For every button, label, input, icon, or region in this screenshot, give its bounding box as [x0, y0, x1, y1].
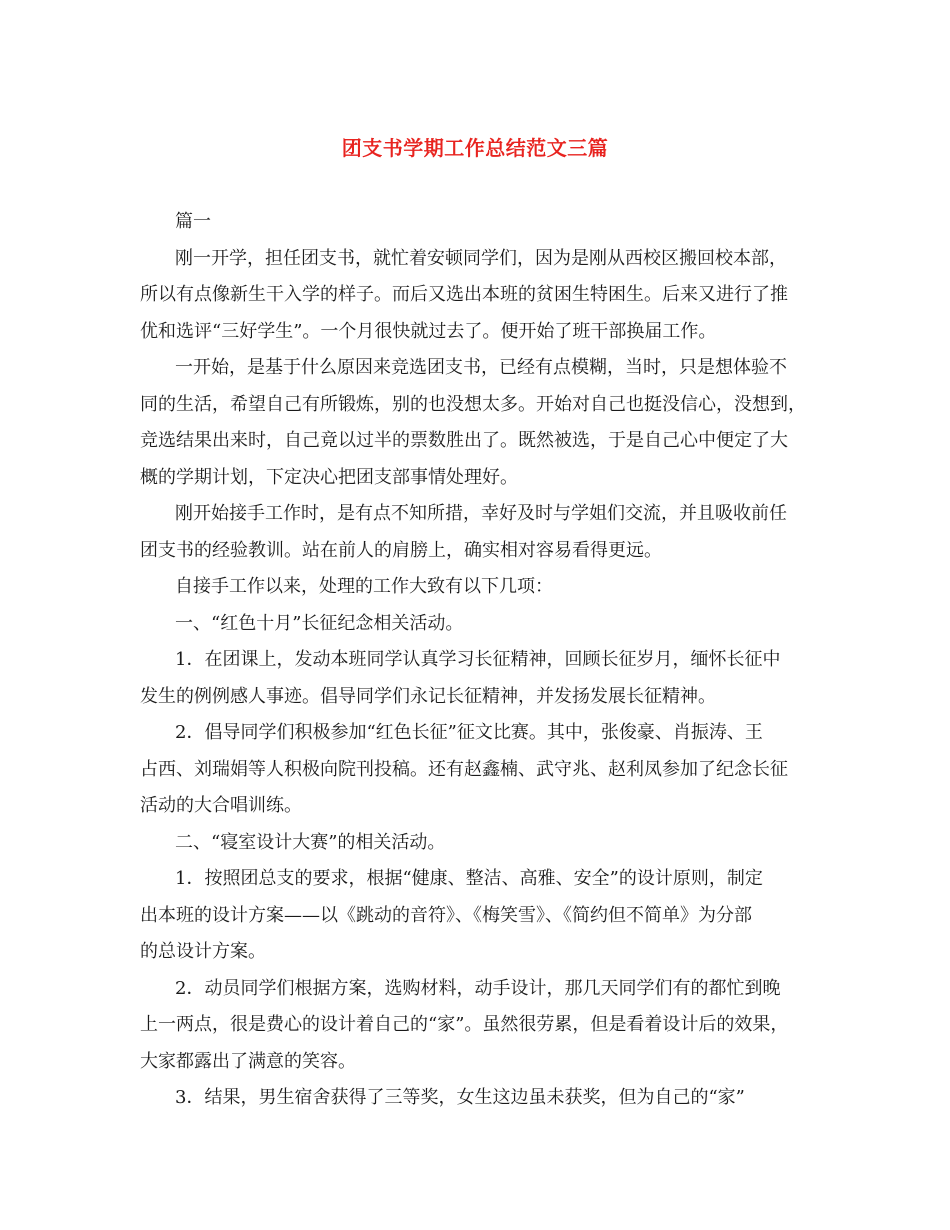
- paragraph-line: 自接手工作以来，处理的工作大致有以下几项：: [175, 576, 553, 597]
- paragraph-line: 上一两点，很是费心的设计着自己的“家”。虽然很劳累，但是看着设计后的效果，: [140, 1014, 789, 1035]
- paragraph-line: 竞选结果出来时，自己竟以过半的票数胜出了。既然被选，于是自己心中便定了大: [140, 430, 788, 451]
- paragraph-line: 优和选评“三好学生”。一个月很快就过去了。便开始了班干部换届工作。: [140, 320, 717, 342]
- paragraph-line: 出本班的设计方案——以《跳动的音符》、《梅笑雪》、《简约但不简单》为分部: [140, 904, 752, 926]
- paragraph-line: 3．结果，男生宿舍获得了三等奖，女生这边虽未获奖，但为自己的“家”: [175, 1087, 745, 1108]
- paragraph-line: 大家都露出了满意的笑容。: [140, 1050, 356, 1072]
- paragraph-line: 2．倡导同学们积极参加“红色长征”征文比赛。其中，张俊豪、肖振涛、王: [175, 722, 763, 743]
- paragraph-line: 发生的例例感人事迹。倡导同学们永记长征精神，并发扬发展长征精神。: [140, 685, 716, 707]
- paragraph-line: 一开始，是基于什么原因来竞选团支书，已经有点模糊，当时，只是想体验不: [175, 357, 787, 378]
- paragraph-line: 1．在团课上，发动本班同学认真学习长征精神，回顾长征岁月，缅怀长征中: [175, 649, 781, 670]
- paragraph-line: 刚开始接手工作时，是有点不知所措，幸好及时与学姐们交流，并且吸收前任: [175, 503, 787, 524]
- paragraph-line: 1．按照团总支的要求，根据“健康、整洁、高雅、安全”的设计原则，制定: [175, 868, 763, 889]
- paragraph-line: 一、“红色十月”长征纪念相关活动。: [175, 612, 464, 634]
- document-body: [140, 204, 820, 1117]
- paragraph-line: 同的生活，希望自己有所锻炼，别的也没想太多。开始对自己也挺没信心，没想到，: [140, 393, 806, 415]
- paragraph-line: 概的学期计划，下定决心把团支部事情处理好。: [140, 466, 518, 488]
- paragraph-line: 所以有点像新生干入学的样子。而后又选出本班的贫困生特困生。后来又进行了推: [140, 284, 788, 305]
- document-title: 团支书学期工作总结范文三篇: [341, 136, 609, 160]
- paragraph-line: 篇一: [175, 211, 211, 232]
- paragraph-line: 团支书的经验教训。站在前人的肩膀上，确实相对容易看得更远。: [140, 539, 662, 561]
- paragraph-line: 刚一开学，担任团支书，就忙着安顿同学们，因为是刚从西校区搬回校本部，: [175, 247, 787, 269]
- paragraph-line: 占西、刘瑞娟等人积极向院刊投稿。还有赵鑫楠、武守兆、赵利凤参加了纪念长征: [140, 758, 788, 780]
- paragraph-line: 的总设计方案。: [140, 941, 266, 962]
- paragraph-line: 二、“寝室设计大赛”的相关活动。: [175, 831, 446, 853]
- paragraph-line: 活动的大合唱训练。: [140, 795, 302, 816]
- paragraph-line: 2．动员同学们根据方案，选购材料，动手设计，那几天同学们有的都忙到晚: [175, 977, 781, 999]
